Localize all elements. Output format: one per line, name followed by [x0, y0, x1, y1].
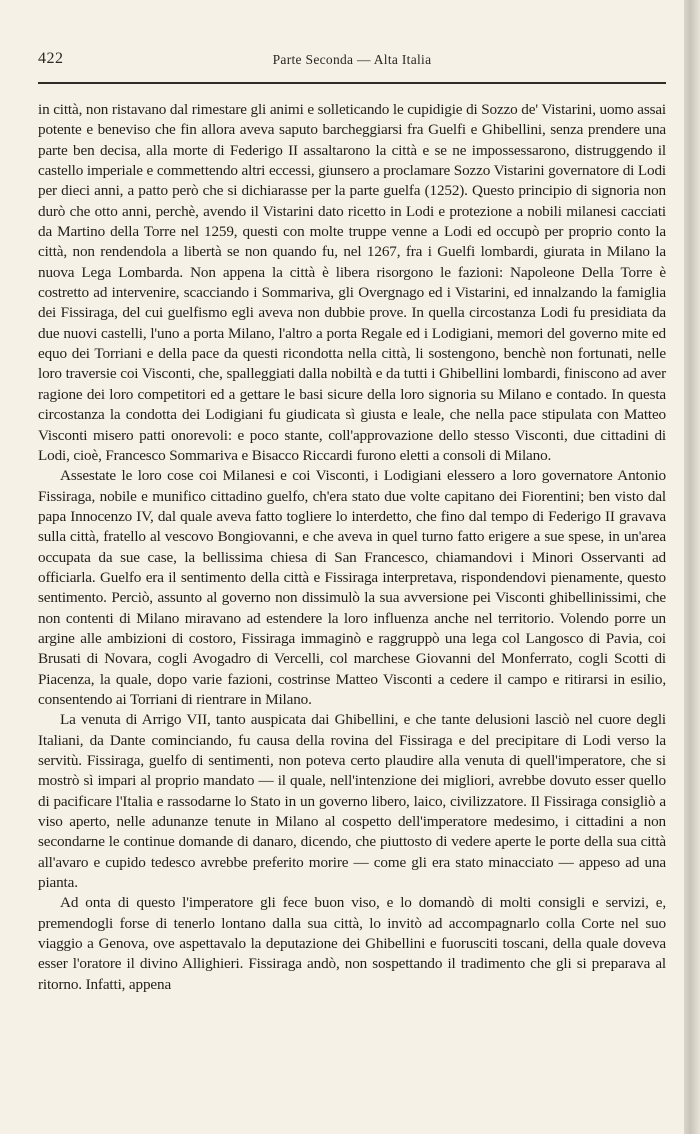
paragraph: Ad onta di questo l'imperatore gli fece buon viso, e lo domandò di molti consigli e servizi, e, premendogli forse di tenerlo lontano dalla sua città, lo invitò ad accompagnarlo colla Corte nel suo viaggio a Genova, ove aspettavalo la deputazione dei Ghibellini e fuorusciti toscani, della quale doveva esser l'oratore il divino Allighieri. Fissiraga andò, non sospettando il tradimento che gli si preparava al ritorno. Infatti, appena [38, 894, 666, 993]
paragraph: La venuta di Arrigo VII, tanto auspicata dai Ghibellini, e che tante delusioni lasciò nel cuore degli Italiani, da Dante cominciando, fu causa della rovina del Fissiraga e del precipitare di Lodi verso la servitù. Fissiraga, guelfo di sentimenti, non poteva certo plaudire alla venuta di quell'imperatore, che si mostrò sì impari al proprio mandato — il quale, nell'intenzione dei migliori, avrebbe dovuto esser quello di pacificare l'Italia e rassodarne lo Stato in un governo libero, laico, civilizzatore. Il Fissiraga consigliò a viso aperto, nelle adunanze tenute in Milano al cospetto dell'imperatore medesimo, i cittadini a non secondarne le continue domande di danaro, dicendo, che piuttosto di vedere aperte le porte della sua città all'avaro e cupido tedesco avrebbe preferito morire — come gli era stato minacciato — appeso ad una pianta. [38, 711, 666, 892]
page-edge-shadow [684, 0, 700, 1134]
page-number: 422 [38, 50, 64, 67]
paragraph: Assestate le loro cose coi Milanesi e coi Visconti, i Lodigiani elessero a loro governatore Antonio Fissiraga, nobile e munifico cittadino guelfo, ch'era stato due volte capitano dei Fiorentini; ben visto dal papa Innocenzo IV, dal quale aveva fatto togliere lo interdetto, che fino dal tempo di Federigo II gravava sulla città, fratello al vescovo Bongiovanni, e che aveva in quel turno fatto erigere a sue spese, in un'area occupata da sue case, la bellissima chiesa di San Francesco, chiamandovi i Minori Osservanti ad officiarla. Guelfo era il sentimento della città e Fissiraga interpretava, rispondendovi pienamente, questo sentimento. Perciò, assunto al governo non dissimulò la sua avversione pei Visconti ghibellinissimi, che non contenti di Milano miravano ad estendere la loro influenza anche nel territorio. Volendo porre un argine alle ambizioni di costoro, Fissiraga immaginò e raggruppò una lega col Langosco di Pavia, coi Brusati di Novara, cogli Avogadro di Vercelli, col marchese Giovanni del Monferrato, cogli Scotti di Piacenza, la quale, dopo varie fazioni, costrinse Matteo Visconti a cedere il campo e ritirarsi in esilio, consentendo ai Torriani di rientrare in Milano. [38, 467, 666, 708]
running-title: Parte Seconda — Alta Italia [272, 52, 432, 67]
paragraph: in città, non ristavano dal rimestare gli animi e solleticando le cupidigie di Sozzo de' Vistarini, uomo assai potente e beneviso che fin allora aveva saputo barcheggiarsi fra Guelfi e Ghibellini, senza prendere una parte ben decisa, alla morte di Federigo II assaltarono la città e se ne impossessarono, distruggendo il castello imperiale e commettendo altri eccessi, giunsero a proclamare Sozzo Vistarini governatore di Lodi per dieci anni, a patto però che si dichiarasse per la parte guelfa (1252). Questo principio di signoria non durò che otto anni, perchè, avendo il Vistarini dato ricetto in Lodi e protezione a nobili milanesi cacciati da Martino della Torre nel 1259, questi con molte truppe venne a Lodi ed occupò per proprio conto la città, non rendendola a libertà se non quando fu, nel 1267, fra i Guelfi lombardi, giurata in Milano la nuova Lega Lombarda. Non appena la città è libera risorgono le fazioni: Napoleone Della Torre è costretto ad intervenire, scacciando i Sommariva, gli Overgnago ed i Vistarini, ed innalzando la famiglia dei Fissiraga, del cui guelfismo egli aveva non dubbie prove. In quella circostanza Lodi fu presidiata da due nuovi castelli, l'uno a porta Milano, l'altro a porta Regale ed i Lodigiani, memori del governo mite ed equo dei Torriani e della pace da questi ricondotta nella città, li sostengono, benchè non fortunati, nelle loro traversie coi Visconti, che, spalleggiati dalla nobiltà e da tutti i Ghibellini lombardi, finiscono ad aver ragione dei loro competitori ed a gettare le basi sicure della loro signoria su Milano e contado. In questa circostanza la condotta dei Lodigiani fu giudicata sì giusta e leale, che nella pace stipulata con Matteo Visconti misero patti onorevoli: e poco stante, coll'approvazione dello stesso Visconti, due cittadini di Lodi, cioè, Francesco Sommariva e Bisacco Riccardi furono eletti a consoli di Milano. [38, 101, 666, 464]
header-rule [38, 82, 666, 84]
page-header [38, 50, 666, 74]
body-text [38, 100, 666, 995]
